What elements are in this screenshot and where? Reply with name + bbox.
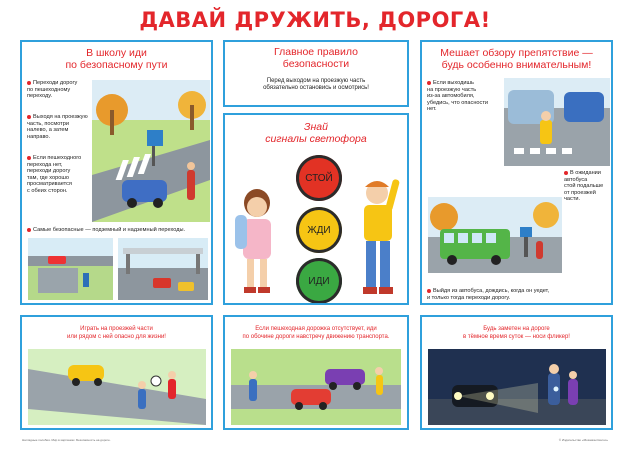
obstacle-bullet-1: Если выходишь на проезжую часть из-за автомобиля, убедись, что опасности нет.: [427, 80, 502, 113]
car-obstacle-illustration: [504, 78, 610, 166]
light-green: [296, 258, 342, 304]
obstacle-bullet-3: Выйдя из автобуса, дождись, когда он уедет, и только тогда переходи дорогу.: [427, 288, 612, 301]
walkway-text: Если пешеходная дорожка отсутствует, иди по обочине дороги навстречу движению транспорта.: [242, 326, 390, 340]
reflector-text: Будь заметен на дороге в тёмное время суток — носи фликер!: [463, 326, 570, 340]
boy-waving-illustration: [355, 175, 407, 300]
night-road-illustration: [428, 349, 606, 425]
kids-playing-on-road-illustration: [28, 349, 206, 425]
panel-main-rule: [223, 40, 409, 107]
roadside-walking-illustration: [231, 349, 401, 425]
school-bullet-4: Самые безопасные — подземный и надземный переходы.: [27, 227, 207, 234]
school-bullet-1: Переходи дорогу по пешеходному переходу.: [27, 80, 89, 100]
panel-reflector: [420, 315, 613, 430]
light-green-label: ИДИ: [308, 275, 330, 287]
crosswalk-street-illustration: [92, 80, 210, 222]
obstacle-bullet-2: В ожидании автобуса стой подальше от проезжей части.: [564, 170, 612, 203]
panel-play-danger: [20, 315, 213, 430]
footer-left: Наглядные пособия. Мир в картинках. Безопасность на дороге.: [22, 438, 111, 442]
panel-school: [20, 40, 213, 305]
light-red-label: СТОЙ: [305, 172, 333, 184]
panel-traffic-signals: [223, 113, 409, 305]
light-yellow: [296, 207, 342, 253]
bus-stop-illustration: [428, 197, 562, 273]
signals-title: Знай сигналы светофора: [265, 121, 367, 145]
light-red: [296, 155, 342, 201]
obstacle-title: Мешает обзору препятствие — будь особенно внимательным!: [440, 47, 593, 71]
light-yellow-label: ЖДИ: [307, 224, 331, 236]
panel-obstacle: [420, 40, 613, 305]
school-bullet-3: Если пешеходного перехода нет, переходи дорогу там, где хорошо просматривается с обеих сторон.: [27, 155, 89, 195]
panel-school-title: В школу иди по безопасному пути: [65, 47, 168, 71]
main-rule-title: Главное правило безопасности: [274, 46, 358, 70]
underpass-illustration: [28, 238, 113, 300]
overpass-illustration: [118, 238, 208, 300]
school-bullet-2: Выходя на проезжую часть, посмотри налево, а затем направо.: [27, 114, 88, 140]
girl-with-bunny-illustration: [229, 185, 285, 297]
play-text: Играть на проезжей части или рядом с ней опасно для жизни!: [67, 326, 166, 340]
main-rule-text: Перед выходом на проезжую часть обязательно остановись и осмотрись!: [263, 78, 369, 91]
panel-no-walkway: [223, 315, 409, 430]
poster-title: ДАВАЙ ДРУЖИТЬ, ДОРОГА!: [139, 8, 491, 32]
footer-right: © Издательство «Мозаика-Синтез»: [558, 438, 608, 442]
